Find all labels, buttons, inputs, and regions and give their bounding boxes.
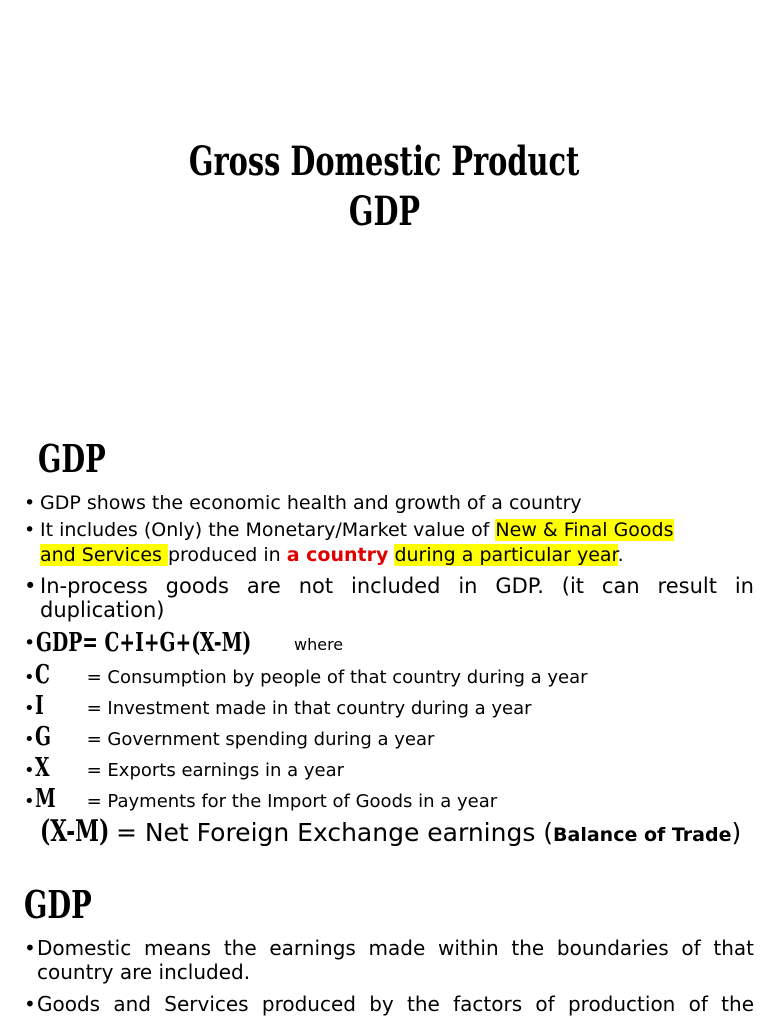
bullet-factors: • Goods and Services produced by the factors of production of the bbox=[24, 992, 754, 1016]
net-foreign-exchange: (X-M) = Net Foreign Exchange earnings (Balance of Trade) bbox=[40, 814, 742, 849]
bullet-health: • GDP shows the economic health and growth of a country bbox=[24, 492, 582, 514]
var-row-g: •G = Government spending during a year bbox=[24, 722, 435, 752]
net-label: (X-M) bbox=[40, 814, 110, 849]
slide-heading: GDP bbox=[24, 882, 92, 927]
gdp-definition-slide bbox=[0, 428, 768, 856]
bullet-in-process: • In-process goods are not included in GDP. (it can result in duplication) bbox=[24, 574, 754, 622]
formula-text: GDP= C+I+G+(X-M) bbox=[36, 628, 252, 658]
highlight-new-final-goods: New & Final Goods bbox=[495, 519, 674, 541]
title-line-2: GDP bbox=[348, 188, 420, 235]
title-slide bbox=[0, 0, 768, 400]
gdp-domestic-slide bbox=[0, 876, 768, 1024]
highlight-particular-year: during a particular year bbox=[394, 544, 618, 566]
var-row-i: •I = Investment made in that country during a year bbox=[24, 691, 532, 721]
var-row-c: •C = Consumption by people of that country during a year bbox=[24, 660, 588, 690]
balance-of-trade: Balance of Trade bbox=[553, 824, 732, 846]
bullet-domestic: • Domestic means the earnings made within the boundaries of that country are included. bbox=[24, 936, 754, 984]
emphasis-a-country: a country bbox=[286, 544, 389, 566]
gdp-formula: • GDP= C+I+G+(X-M) where bbox=[24, 628, 344, 658]
slide-heading: GDP bbox=[38, 436, 106, 481]
var-row-x: •X = Exports earnings in a year bbox=[24, 753, 345, 783]
title-line-1: Gross Domestic Product bbox=[188, 138, 580, 185]
formula-where: where bbox=[294, 635, 344, 654]
bullet-includes: • It includes (Only) the Monetary/Market value of New & Final Goods and Services produced in a country during a particular year. bbox=[24, 519, 674, 566]
var-row-m: •M = Payments for the Import of Goods in a year bbox=[24, 784, 498, 814]
highlight-services: and Services bbox=[40, 544, 168, 566]
